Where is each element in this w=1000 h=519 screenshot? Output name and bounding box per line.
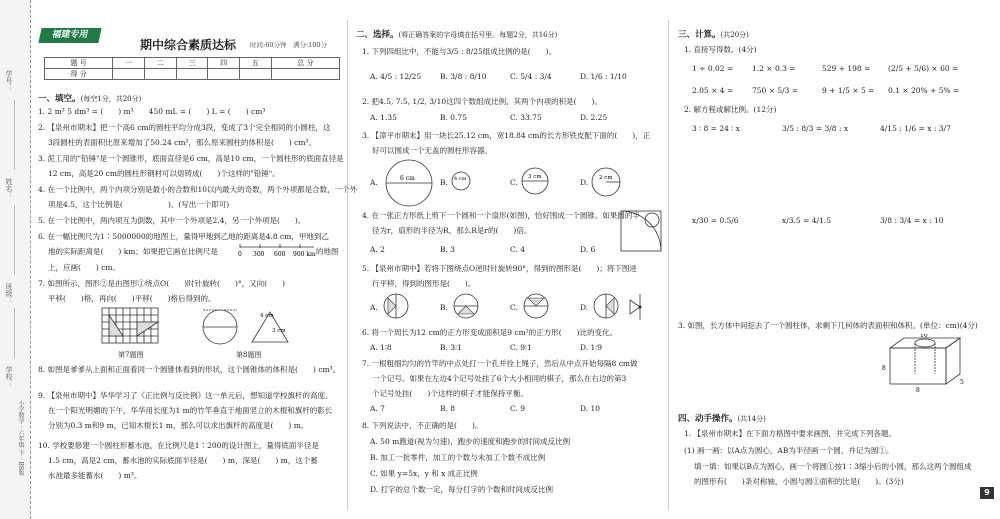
s4-q1-fill2: 的图形有( )条对称轴，小圆与圆①面积的比是( )。(3分) [694,477,904,486]
s2-q1-option: B. 3/8 : 8/10 [440,72,487,81]
s2-q5-line2: 行平移，得到的图形是( )。 [372,279,476,288]
s2-q7-option: D. 10 [580,404,601,413]
score-header-cell: 题 号 [45,58,113,69]
score-header-cell: 一 [113,58,145,69]
s3-equation: 3 ∶ 8 = 24 ∶ x [692,124,740,133]
s3-mental-item: 0.1 × 20% + 5% = [888,86,960,95]
s2-q2: 2. 把4.5, 7.5, 1/2, 3/10这四个数组成比例，其两个内项的积是( )。 [362,97,602,106]
s3-mental-item: 529 + 198 = [822,64,871,73]
s2-q7-line1: 7. 一根粗细均匀的竹竿的中点处打一个孔并拴上绳子，然后从中点开始每隔8 cm做 [362,359,638,368]
fig8-caption: 第8题图 [236,351,262,359]
score-table [44,57,340,80]
cuboid-dim: 8 [882,365,886,372]
s1-q10-line1: 10. 学校要修建一个圆柱形蓄水池，在比例尺是1∶200的设计图上，量得底面半径是 [38,441,319,450]
s3-mental-item: 1 ÷ 0.02 = [692,64,734,73]
s1-q4-line2: 项是4.5，这个比例是( )。(写出一个即可) [48,200,230,209]
s2-q6-option: B. 3∶1 [440,343,462,352]
s3-equation: x/30 = 0.5/6 [692,216,739,225]
s2-q5-option: D. [580,303,589,312]
s2-q2-option: B. 0.75 [440,113,467,122]
s2-q3-option: B. [440,178,448,187]
circle-label: 6 cm [400,175,415,182]
edition-label: 小学数学 · 六年级 下 · BS版 [17,400,24,476]
s2-q6-option: C. 9∶1 [510,343,532,352]
s2-q8: 8. 下列说法中，不正确的是( )。 [362,421,483,430]
score-header-cell: 二 [144,58,176,69]
s1-q6-line2: 地的实际距离是( ) km；如果把它画在比例尺是 [48,247,218,256]
option-a-figure [382,292,410,320]
circle-label: 4 cm [454,176,467,182]
s1-q7-line1: 7. 如图所示，图形②是由图形①绕点O( )时针旋转( )°，又向( ) [38,279,285,288]
cuboid-dim: 5 [960,379,964,386]
s2-q7-option: A. 7 [370,404,385,413]
circle-3cm [520,166,550,196]
s1-q5: 5. 在一个比例中，两内项互为倒数，其中一个外项是2.4，另一个外项是( )。 [38,216,306,225]
option-d-figure [592,292,620,320]
s2-q5-option: A. [370,303,378,312]
s2-q7-line2: 一个记号。如果在左边4个记号处挂了6个大小相同的棋子，那么在右边的第3 [372,374,627,383]
cuboid-cylinder-figure [880,334,970,394]
s1-q6-line3: 的地图 [316,247,339,256]
fig7-grid [100,306,160,346]
s1-q7-line2: 平移( )格，再向( )平移( )格后得到的。 [48,294,216,303]
s2-q3-line2: 好可以围成一个无盖的圆柱形容器。 [372,146,492,155]
s1-q10-line2: 1.5 cm，高是2 cm，蓄水池的实际底面半径是( ) m，深是( ) m，这个蓄 [48,456,318,465]
s2-q1-option: A. 4/5 : 12/25 [370,72,422,81]
s2-q4-option: A. 2 [370,245,385,254]
s3-mental-item: 9 + 1/5 × 5 = [822,86,875,95]
page-number: 9 [980,487,994,499]
s3-equation: x/3.5 = 4/1.5 [782,216,831,225]
fig7-caption: 第7题图 [118,351,144,359]
score-entry-cell[interactable] [113,69,145,80]
s2-q6-option: A. 1∶8 [370,343,392,352]
s4-q1-fill1: 填一填：如果以B点为圆心，画一个将圆①按1∶3缩小后的小圆，那么这两个圆组成 [694,462,972,471]
s3-mental-item: 1.2 × 0.3 = [752,64,796,73]
cuboid-dim: 10 [920,334,928,339]
s2-q7-option: C. 9 [510,404,526,413]
scale-bar [238,244,316,258]
s2-q3-option: D. [580,178,589,187]
s2-q3-option: A. [370,178,378,187]
s2-q1: 1. 下列四组比中，不能与3/5 : 8/25组成比例的是( )。 [362,47,557,56]
s2-q7-option: B. 8 [440,404,456,413]
s1-q6-line1: 6. 在一幅比例尺为1∶5000000的地图上，量得甲地到乙地的距离是4.8 cm，甲地到乙 [38,232,329,241]
score-entry-cell[interactable] [271,69,339,80]
score-entry-cell[interactable] [240,69,272,80]
fig8-cone-views [200,306,290,348]
s2-q4-option: B. 3 [440,245,456,254]
s1-q9-line1: 9. 【泉州市期中】华华学习了《正比例与反比例》这一单元后，想知道学校旗杆的高度。 [38,391,333,400]
s1-q4-line1: 4. 在一个比例中，两个内项分别是最小的合数和10以内最大的奇数，两个外项都是合数，一个外 [38,185,358,194]
s2-q7-line3: 个记号处挂( )个这样的棋子才能保持平衡。 [372,389,528,398]
circle-4cm [450,170,472,192]
s2-q5-option: C. [510,303,518,312]
section-4-title: 四、动手操作。(共14分) [678,414,766,424]
cuboid-dim: 8 [916,387,920,394]
s2-q2-option: A. 1.35 [370,113,397,122]
s3-equation: 4/15 : 1/6 = x : 3/7 [880,124,951,133]
class-label: 班级： [5,283,13,304]
page-title: 期中综合素质达标 [140,38,237,52]
s2-q8-option: C. 如果 y=5x，y 和 x 成正比例 [370,469,478,478]
s2-q3-line1: 3. 【漳平市期末】用一块长25.12 cm，宽18.84 cm的长方形铁皮配下面的( )，正 [362,131,651,140]
s1-q6-line4: 上，应画( ) cm。 [48,263,121,272]
s2-q4-line2: 径为r，扇形的半径为R，那么R是r的( )倍。 [372,226,532,235]
score-header-cell: 总 分 [271,58,339,69]
s2-q1-option: C. 5/4 : 3/4 [510,72,552,81]
score-header-cell: 四 [208,58,240,69]
s1-q9-line3: 分别为0.3 m和9 m，已知木棍长1 m，那么可以求出旗杆的高度是( ) m。 [48,421,309,430]
score-entry-cell[interactable] [176,69,208,80]
school-label: 学校： [5,366,13,387]
exam-meta: 时间:60分钟 满分:100分 [250,41,328,49]
s1-q1: 1. 2 m³ 5 dm³ = ( ) m³ 450 mL = ( ) L = ( ) cm³ [38,107,266,116]
section-3-title: 三、计算。(共20分) [678,30,749,40]
section-2-title: 二、选择。(将正确答案的字母填在括号里。每题2分，共16分) [356,30,558,40]
s1-q3-line1: 3. 泥工用的"铅锤"是一个圆锥形，底面直径是6 cm，高是10 cm，一个圆柱形的底面直径是 [38,154,344,163]
s3-mental-item: 750 × 5/3 = [752,86,799,95]
s1-q9-line2: 在一个阳光明媚的下午，华华用长度为1 m的竹竿垂直于地面竖立的木棍和旗杆的影长 [48,406,333,415]
s2-q6: 6. 将一个周长为12 cm的正方形变成面积是9 cm²的正方形( )比的变化。 [362,328,618,337]
s3-equation: 3/8 : 3/4 = x : 10 [880,216,944,225]
s1-q8: 8. 如图是爹爹从上面和正面看同一个圆锥体看到的形状，这个圆锥体的体积是( ) cm³。 [38,365,341,374]
s3-equation: 3/5 : 8/3 = 3/8 : x [782,124,849,133]
s3-q3: 3. 如图，长方体中间挖去了一个圆柱体，求剩下几何体的表面积和体积。(单位：cm)(4分) [678,321,978,330]
region-tag: 福建专用 [38,28,101,43]
scale-tick: 900 km [293,251,316,258]
circle-label: 3 cm [528,174,542,180]
s2-q1-option: D. 1/6 : 1/10 [580,72,627,81]
s2-q8-option: D. 打字的总个数一定，每分打字的个数和时间成反比例 [370,485,554,494]
s2-q2-option: C. 33.75 [510,113,542,122]
scale-tick: 0 [238,251,242,258]
student-id-label: 学号： [5,70,13,91]
s2-q3-option: C. [510,178,518,187]
s1-q10-line3: 水池最多能蓄水( ) m³。 [48,471,142,480]
s2-q5-line1: 5. 【泉州市期中】若将下图绕点O逆时针旋转90°，得到的图形是( )；将下图进 [362,264,637,273]
scale-tick: 600 [274,251,286,258]
s2-q8-option: B. 加工一批零件，加工的个数与未加工个数不成比例 [370,453,546,462]
binding-strip [0,0,31,519]
scale-tick: 300 [253,251,265,258]
score-header-cell: 三 [176,58,208,69]
s2-q5-option: B. [440,303,448,312]
option-b-figure [452,292,480,320]
s3-mental-item: 2.05 × 4 = [692,86,734,95]
score-entry-cell[interactable] [144,69,176,80]
s2-q8-option: A. 50 m跑道(视为匀速)，跑步的速度和跑步的时间成反比例 [370,437,571,446]
s2-q2-option: D. 2.25 [580,113,608,122]
s3-q1: 1. 直接写得数。(4分) [684,45,757,54]
circle-6cm [384,158,434,208]
s2-q6-option: D. 1∶9 [580,343,603,352]
s1-q3-line2: 12 cm，高是20 cm的圆柱形钢材可以熔铸成( )个这样的"铅锤"。 [48,169,280,178]
rotation-figure [622,292,658,322]
s3-q2: 2. 解方程或解比例。(12分) [684,105,777,114]
score-label-cell: 得 分 [45,69,113,80]
s2-q4-line1: 4. 在一张正方形纸上剪下一个圆和一个扇形(如图)，恰好围成一个圆锥。如果圆的半 [362,211,640,220]
square-sector-figure [620,210,662,252]
fig8-dim: 4 cm [260,313,274,319]
circle-2cm [590,166,622,198]
s2-q4-option: D. 6 [580,245,596,254]
s4-q1-part1: (1) 画一画：以A点为圆心，AB为半径画一个圆，并记为圆①。 [684,446,894,455]
s1-q2-line2: 3段圆柱的表面积比原来增加了50.24 cm²，那么原来圆柱的体积是( ) cm³。 [48,138,316,147]
s2-q4-option: C. 4 [510,245,526,254]
score-entry-cell[interactable] [208,69,240,80]
circle-label: 2 cm [599,175,613,181]
option-c-figure [522,292,550,320]
section-1-title: 一、填空。(每空1分，共20分) [38,94,142,104]
s1-q2-line1: 2. 【泉州市期末】把一个高6 cm的圆柱平均分成3段，变成了3个完全相同的小圆柱，这 [38,123,331,132]
score-header-cell: 五 [240,58,272,69]
fig8-dim: 3 cm [272,328,286,334]
s4-q1: 1. 【泉州市期末】在下面方格图中要求画图，并完成下列各题。 [684,429,897,438]
name-label: 姓名： [5,178,13,199]
s3-mental-item: (2/5 + 5/6) × 60 = [888,64,959,73]
